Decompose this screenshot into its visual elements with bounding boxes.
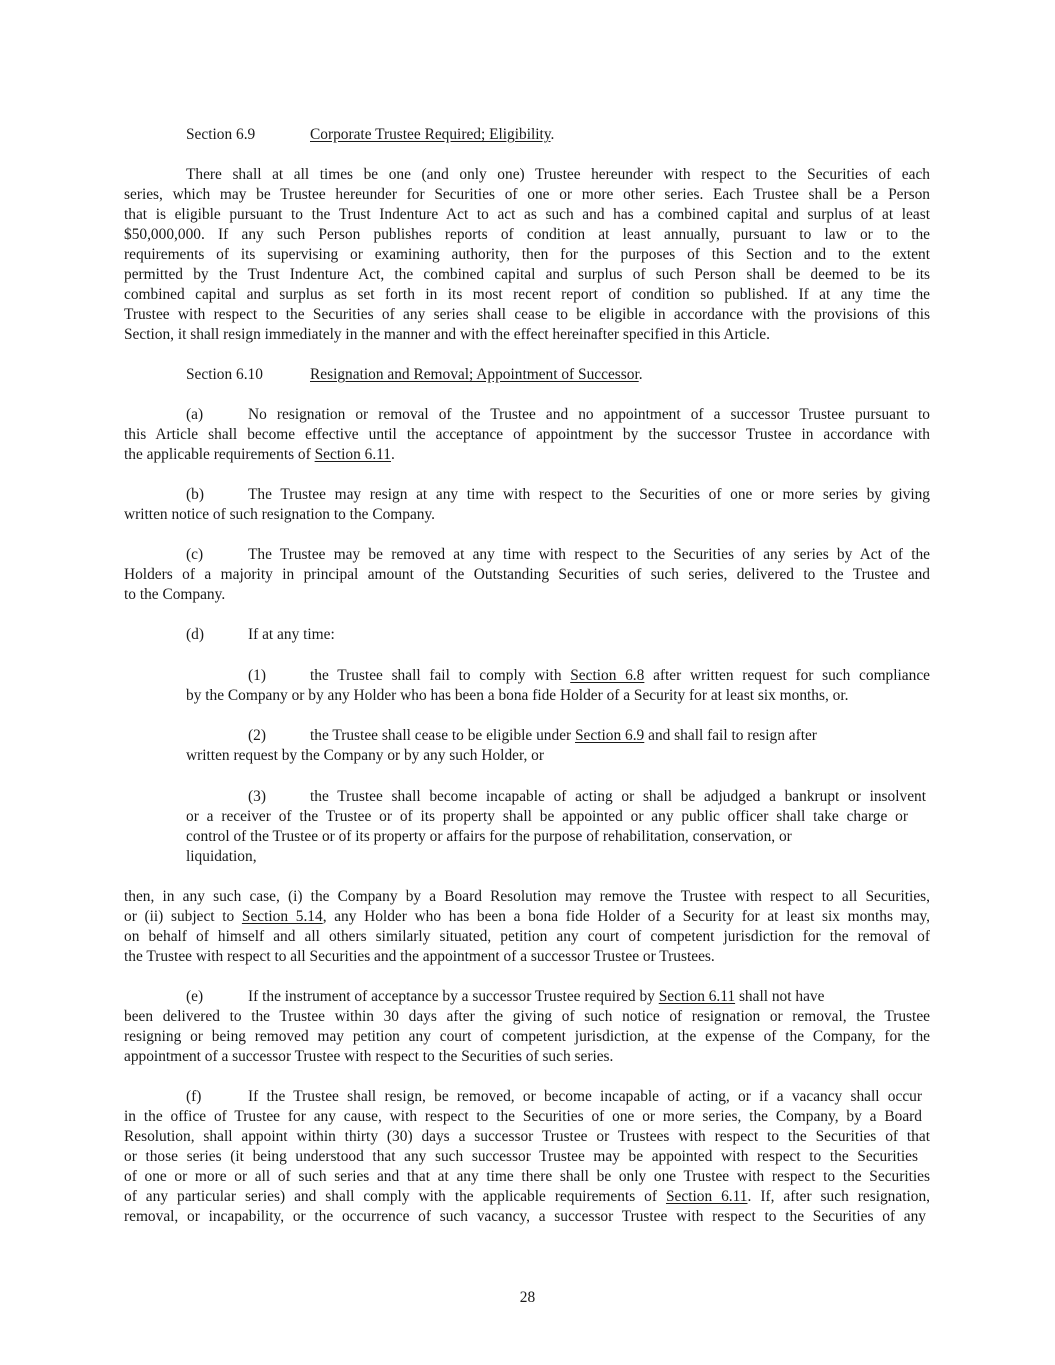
- paragraph-line: $50,000,000. If any such Person publishes reports of condition at least annually, pursuant to law or to the: [124, 226, 930, 243]
- clause-label: (d): [186, 626, 204, 643]
- paragraph-line: removal, or incapability, or the occurrence of such vacancy, a successor Trustee with respect to the Securities of any: [124, 1208, 926, 1225]
- paragraph-line: Holders of a majority in principal amount of the Outstanding Securities of such series, delivered to the Trustee and: [124, 566, 930, 583]
- paragraph-line: There shall at all times be one (and only one) Trustee hereunder with respect to the Securities of each: [186, 166, 930, 183]
- section-6-10-heading: Section 6.10 Resignation and Removal; Appointment of Successor.: [186, 366, 643, 383]
- paragraph-line: written notice of such resignation to the Company.: [124, 506, 436, 523]
- paragraph-line: appointment of a successor Trustee with respect to the Securities of such series.: [124, 1048, 614, 1065]
- subclause-1-line: (1) the Trustee shall fail to comply with Section 6.8 after written request for such compliance: [248, 667, 930, 684]
- clause-a-line: (a) No resignation or removal of the Trustee and no appointment of a successor Trustee pursuant to: [186, 406, 930, 423]
- cross-reference: Section 6.8: [570, 667, 645, 684]
- section-number: Section 6.9: [186, 126, 256, 143]
- paragraph-line: been delivered to the Trustee within 30 days after the giving of such notice of resignation or removal, the Trustee: [124, 1008, 930, 1025]
- cross-reference: Section 6.11: [658, 988, 736, 1005]
- paragraph-line: by the Company or by any Holder who has been a bona fide Holder of a Security for at least six months, or.: [186, 687, 849, 704]
- clause-label: (a): [186, 406, 204, 423]
- paragraph-line: written request by the Company or by any such Holder, or: [186, 747, 544, 764]
- paragraph-line: or those series (it being understood that any such successor Trustee may be appointed with respect to the Securities: [124, 1148, 918, 1165]
- paragraph-line: permitted by the Trust Indenture Act, the combined capital and surplus of such Person shall be deemed to be its: [124, 266, 930, 283]
- clause-label: (2): [248, 727, 266, 744]
- paragraph-line: resigning or being removed may petition any court of competent jurisdiction, at the expense of the Company, for the: [124, 1028, 930, 1045]
- paragraph-line: liquidation,: [186, 848, 257, 865]
- page-number: 28: [519, 1289, 536, 1306]
- section-number: Section 6.10: [186, 366, 263, 383]
- paragraph-line: Section, it shall resign immediately in the manner and with the effect hereinafter specified in this Article.: [124, 326, 770, 343]
- clause-e-line: (e) If the instrument of acceptance by a successor Trustee required by Section 6.11 shall not have: [186, 988, 825, 1005]
- cross-reference: Section 5.14: [241, 908, 323, 925]
- paragraph-line: series, which may be Trustee hereunder for Securities of one or more other series. Each Trustee shall be a Person: [124, 186, 930, 203]
- clause-d-line: (d) If at any time:: [186, 626, 335, 643]
- clause-label: (f): [186, 1088, 202, 1105]
- clause-c-line: (c) The Trustee may be removed at any time with respect to the Securities of any series by Act of the: [186, 546, 930, 563]
- paragraph-line: of one or more or all of such series and that at any time there shall be only one Trustee with respect to the Securities: [124, 1168, 930, 1185]
- clause-f-line: (f) If the Trustee shall resign, be removed, or become incapable of acting, or if a vacancy shall occur: [186, 1088, 922, 1105]
- clause-label: (3): [248, 788, 266, 805]
- section-title: Resignation and Removal; Appointment of Successor: [310, 366, 639, 383]
- clause-label: (b): [186, 486, 204, 503]
- paragraph-line: of any particular series) and shall comply with the applicable requirements of Section 6.11. If, after such resignation,: [124, 1188, 930, 1205]
- clause-label: (e): [186, 988, 204, 1005]
- cross-reference: Section 6.11: [314, 446, 391, 463]
- paragraph-line: to the Company.: [124, 586, 226, 603]
- paragraph-line: then, in any such case, (i) the Company by a Board Resolution may remove the Trustee with respect to all Securities,: [124, 888, 930, 905]
- paragraph-line: control of the Trustee or of its property or affairs for the purpose of rehabilitation, conservation, or: [186, 828, 792, 845]
- clause-label: (c): [186, 546, 204, 563]
- cross-reference: Section 6.9: [575, 727, 645, 744]
- paragraph-line: the Trustee with respect to all Securities and the appointment of a successor Trustee or Trustees.: [124, 948, 715, 965]
- paragraph-line: in the office of Trustee for any cause, with respect to the Securities of one or more series, the Company, by a Board: [124, 1108, 922, 1125]
- paragraph-line: combined capital and surplus as set forth in its most recent report of condition so published. If at any time the: [124, 286, 930, 303]
- paragraph-line: this Article shall become effective until the acceptance of appointment by the successor Trustee in accordance with: [124, 426, 930, 443]
- section-6-9-heading: Section 6.9 Corporate Trustee Required; Eligibility.: [186, 126, 555, 143]
- clause-label: (1): [248, 667, 266, 684]
- paragraph-line: Resolution, shall appoint within thirty (30) days a successor Trustee or Trustees with respect to the Securities of that: [124, 1128, 930, 1145]
- paragraph-line: or (ii) subject to Section 5.14, any Holder who has been a bona fide Holder of a Security for at least six months may,: [124, 908, 930, 925]
- section-title: Corporate Trustee Required; Eligibility: [310, 126, 551, 143]
- paragraph-line: or a receiver of the Trustee or of its property shall be appointed or any public officer shall take charge or: [186, 808, 908, 825]
- paragraph-line: that is eligible pursuant to the Trust Indenture Act to act as such and has a combined capital and surplus of at least: [124, 206, 930, 223]
- paragraph-line: Trustee with respect to the Securities of any series shall cease to be eligible in accordance with the provisions of this: [124, 306, 930, 323]
- clause-b-line: (b) The Trustee may resign at any time with respect to the Securities of one or more series by giving: [186, 486, 930, 503]
- cross-reference: Section 6.11: [665, 1188, 748, 1205]
- paragraph-line: on behalf of himself and all others similarly situated, petition any court of competent jurisdiction for the removal of: [124, 928, 930, 945]
- subclause-2-line: (2) the Trustee shall cease to be eligible under Section 6.9 and shall fail to resign after: [248, 727, 817, 744]
- paragraph-line: requirements of its supervising or examining authority, then for the purposes of this Section and to the extent: [124, 246, 930, 263]
- subclause-3-line: (3) the Trustee shall become incapable of acting or shall be adjudged a bankrupt or insolvent: [248, 788, 926, 805]
- paragraph-line: the applicable requirements of Section 6.11.: [124, 446, 395, 463]
